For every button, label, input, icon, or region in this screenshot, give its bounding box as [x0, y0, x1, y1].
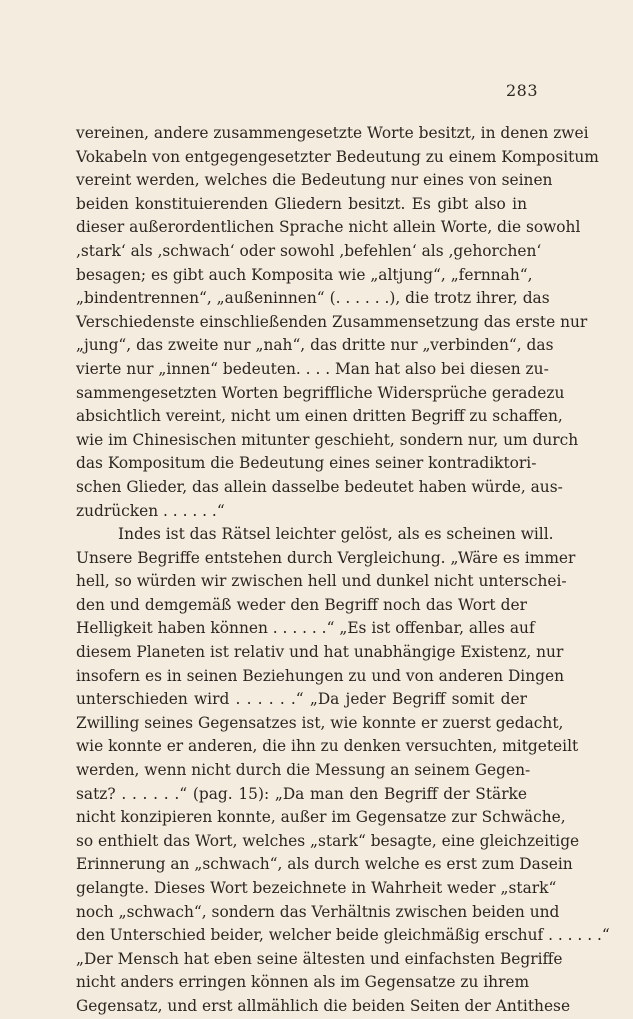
- text-line: zudrücken . . . . . .“: [76, 501, 225, 520]
- text-line: vereinen, andere zusammengesetzte Worte besitzt, in denen zwei: [76, 124, 589, 142]
- text-line: „Der Mensch hat eben seine ältesten und einfachsten Begriffe: [76, 949, 563, 968]
- page-number: 283: [505, 81, 538, 100]
- text-line: Verschiedenste einschließenden Zusammensetzung das erste nur: [76, 312, 588, 331]
- text-line: hell, so würden wir zwischen hell und dunkel nicht unterschei-: [76, 572, 567, 591]
- text-line: den und demgemäß weder den Begriff noch das Wort der: [76, 595, 527, 614]
- text-line: Vokabeln von entgegengesetzter Bedeutung zu einem Kompositum: [76, 147, 599, 166]
- text-line: Indes ist das Rätsel leichter gelöst, als es scheinen will.: [118, 525, 554, 544]
- text-line: wie im Chinesischen mitunter geschieht, sondern nur, um durch: [76, 430, 579, 449]
- text-line: ‚stark‘ als ‚schwach‘ oder sowohl ‚befehlen‘ als ‚gehorchen‘: [76, 241, 542, 260]
- text-line: nicht konzipieren konnte, außer im Gegensatze zur Schwäche,: [76, 808, 566, 827]
- text-line: beiden konstituierenden Gliedern besitzt. Es gibt also in: [76, 194, 527, 213]
- text-line: satz? . . . . . .“ (pag. 15): „Da man den Begriff der Stärke: [76, 784, 527, 803]
- text-line: absichtlich vereint, nicht um einen dritten Begriff zu schaffen,: [76, 407, 563, 426]
- text-line: nicht anders erringen können als im Gegensatze zu ihrem: [76, 973, 530, 992]
- text-line: schen Glieder, das allein dasselbe bedeutet haben würde, aus-: [76, 477, 563, 496]
- text-line: sammengesetzten Worten begriffliche Widersprüche geradezu: [76, 383, 565, 402]
- text-line: wie konnte er anderen, die ihn zu denken versuchten, mitgeteilt: [76, 737, 579, 756]
- text-line: Unsere Begriffe entstehen durch Vergleichung. „Wäre es immer: [76, 548, 576, 567]
- text-line: den Unterschied beider, welcher beide gleichmäßig erschuf . . . . . .“: [76, 926, 610, 945]
- text-line: „bindentrennen“, „außeninnen“ (. . . . . .), die trotz ihrer, das: [76, 289, 550, 308]
- text-line: unterschieden wird . . . . . .“ „Da jeder Begriff somit der: [76, 690, 527, 709]
- text-line: „jung“, das zweite nur „nah“, das dritte nur „verbinden“, das: [76, 336, 554, 355]
- text-line: Zwilling seines Gegensatzes ist, wie konnte er zuerst gedacht,: [76, 713, 564, 732]
- text-line: Erinnerung an „schwach“, als durch welche es erst zum Dasein: [76, 855, 573, 874]
- text-line: diesem Planeten ist relativ und hat unabhängige Existenz, nur: [76, 643, 564, 662]
- text-line: Helligkeit haben können . . . . . .“ „Es ist offenbar, alles auf: [76, 619, 535, 638]
- text-line: werden, wenn nicht durch die Messung an seinem Gegen-: [76, 761, 531, 780]
- text-line: vierte nur „innen“ bedeuten. . . . Man hat also bei diesen zu-: [76, 359, 549, 378]
- text-line: das Kompositum die Bedeutung eines seiner kontradiktori-: [76, 454, 537, 473]
- text-line: besagen; es gibt auch Komposita wie „altjung“, „fernnah“,: [76, 265, 533, 284]
- text-line: gelangte. Dieses Wort bezeichnete in Wahrheit weder „stark“: [76, 879, 557, 897]
- text-line: noch „schwach“, sondern das Verhältnis zwischen beiden und: [76, 902, 560, 921]
- text-line: insofern es in seinen Beziehungen zu und von anderen Dingen: [76, 666, 565, 685]
- text-line: dieser außerordentlichen Sprache nicht allein Worte, die sowohl: [76, 218, 581, 237]
- text-line: vereint werden, welches die Bedeutung nur eines von seinen: [76, 171, 553, 190]
- body-text: [76, 122, 610, 1019]
- text-line: so enthielt das Wort, welches „stark“ besagte, eine gleichzeitige: [76, 831, 580, 850]
- text-line: Gegensatz, und erst allmählich die beiden Seiten der Antithese: [76, 996, 571, 1015]
